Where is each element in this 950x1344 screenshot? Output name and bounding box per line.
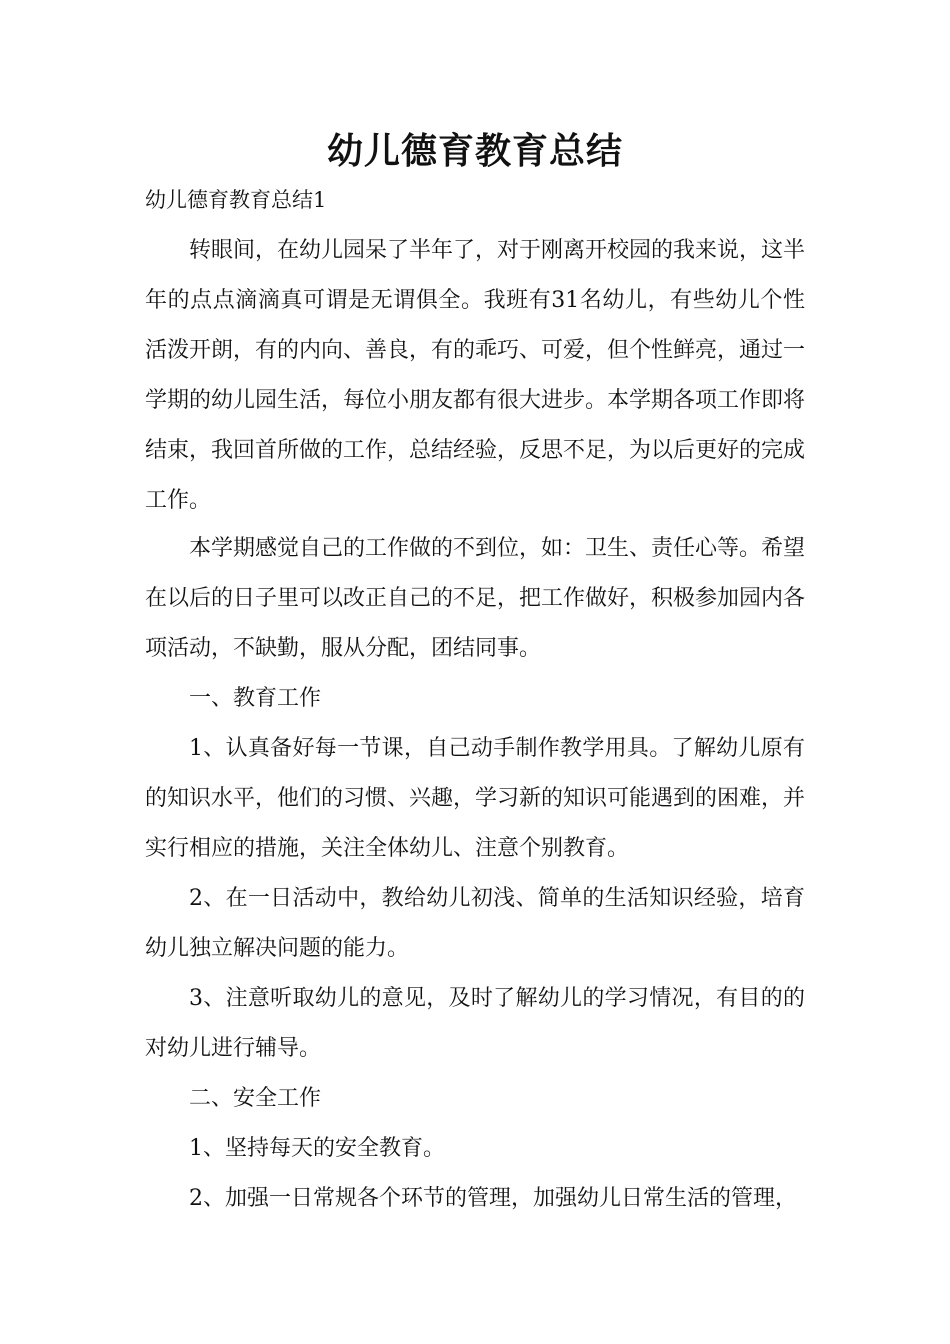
paragraph-education-1: 1、认真备好每一节课，自己动手制作教学用具。了解幼儿原有的知识水平，他们的习惯、兴趣，学习新的知识可能遇到的困难，并实行相应的措施，关注全体幼儿、注意个别教育。 — [145, 736, 806, 861]
paragraph-safety-1: 1、坚持每天的安全教育。 — [189, 1136, 445, 1161]
document-subtitle: 幼儿德育教育总结1 — [145, 188, 327, 212]
paragraph-education-3: 3、注意听取幼儿的意见，及时了解幼儿的学习情况，有目的的对幼儿进行辅导。 — [145, 986, 805, 1061]
paragraph-education-2: 2、在一日活动中，教给幼儿初浅、简单的生活知识经验，培育幼儿独立解决问题的能力。 — [145, 886, 805, 961]
page-title: 幼儿德育教育总结 — [326, 131, 623, 172]
paragraph-safety-2: 2、加强一日常规各个环节的管理，加强幼儿日常生活的管理， — [189, 1186, 797, 1211]
paragraph-intro: 转眼间，在幼儿园呆了半年了，对于刚离开校园的我来说，这半年的点点滴滴真可谓是无谓俱全。我班有31名幼儿，有些幼儿个性活泼开朗，有的内向、善良，有的乖巧、可爱，但个性鲜亮，通过一学期的幼儿园生活，每位小朋友都有很大进步。本学期各项工作即将结束，我回首所做的工作，总结经验，反思不足，为以后更好的完成工作。 — [145, 238, 806, 513]
section-heading-safety: 二、安全工作 — [189, 1086, 322, 1111]
paragraph-reflection: 本学期感觉自己的工作做的不到位，如：卫生、责任心等。希望在以后的日子里可以改正自己的不足，把工作做好，积极参加园内各项活动，不缺勤，服从分配，团结同事。 — [145, 536, 806, 661]
section-heading-education: 一、教育工作 — [189, 686, 322, 711]
